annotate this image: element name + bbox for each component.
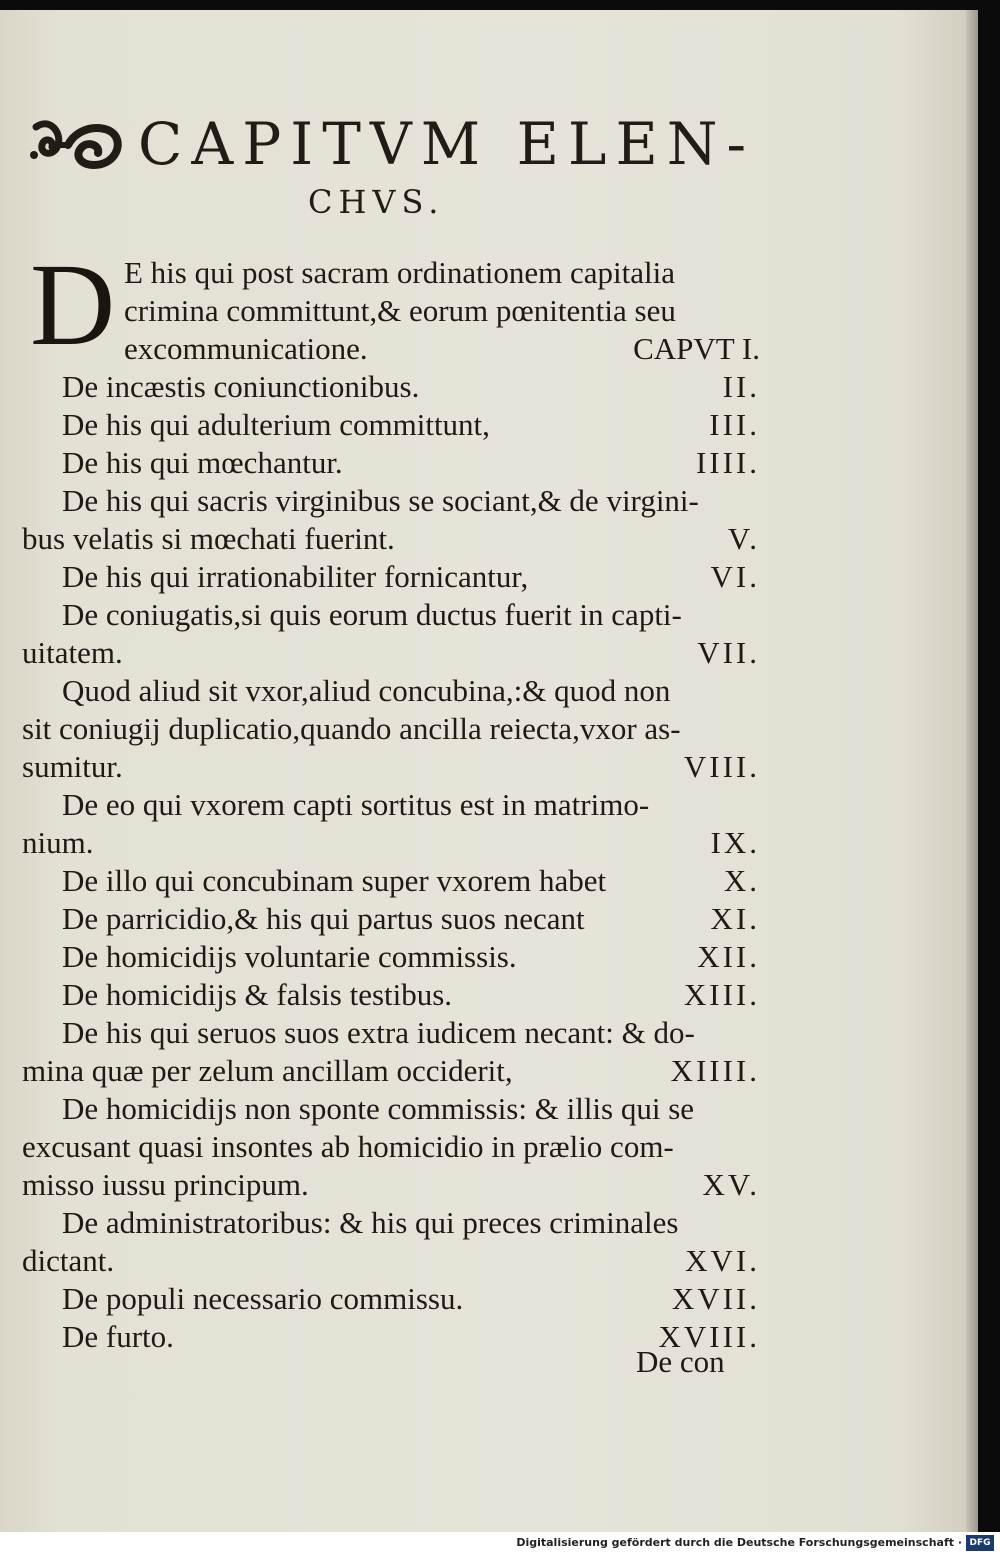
- entry-line-text: mina quæ per zelum ancillam occiderit,: [22, 1053, 513, 1088]
- chapter-numeral: XIII.: [683, 977, 760, 1012]
- entry-line-text: De his qui sacris virginibus se sociant,& de virgini-: [62, 483, 699, 518]
- chapter-numeral: V.: [727, 521, 760, 556]
- page-edge-shadow: [966, 10, 978, 1532]
- chapter-numeral: XVI.: [685, 1243, 760, 1278]
- entry-line-text: misso iussu principum.: [22, 1167, 309, 1202]
- entry-line-text: excommunicatione.: [124, 331, 368, 366]
- entry-line-text: De parricidio,& his qui partus suos necant: [62, 901, 585, 936]
- entry-line-text: De his qui seruos suos extra iudicem necant: & do-: [62, 1015, 695, 1050]
- book-page: [0, 10, 978, 1532]
- digitization-footer: [0, 1532, 1000, 1556]
- entry-line-text: uitatem.: [22, 635, 123, 670]
- chapter-numeral: XI.: [710, 901, 760, 936]
- chapter-numeral: XVII.: [671, 1281, 760, 1316]
- entry-line-text: De populi necessario commissu.: [62, 1281, 464, 1316]
- chapter-numeral: IX.: [710, 825, 760, 860]
- entry-line-text: De furto.: [62, 1319, 174, 1354]
- chapter-numeral: VIII.: [683, 749, 760, 784]
- entry-line-text: De coniugatis,si quis eorum ductus fuerit in capti-: [62, 597, 682, 632]
- entry-line-text: De homicidijs & falsis testibus.: [62, 977, 453, 1012]
- entry-line-text: excusant quasi insontes ab homicidio in prælio com-: [22, 1129, 674, 1164]
- chapter-numeral: XV.: [702, 1167, 760, 1202]
- fleuron-ornament-icon: [28, 115, 124, 173]
- entry-line-text: sit coniugij duplicatio,quando ancilla reiecta,vxor as-: [22, 711, 681, 746]
- entry-line-text: crimina committunt,& eorum pœnitentia seu: [124, 293, 676, 328]
- entry-line-text: De administratoribus: & his qui preces criminales: [62, 1205, 679, 1240]
- entry-line-text: De his qui adulterium committunt,: [62, 407, 490, 442]
- chapter-numeral: XIIII.: [670, 1053, 760, 1088]
- drop-cap-initial: D: [30, 239, 116, 370]
- entry-line-text: De eo qui vxorem capti sortitus est in matrimo-: [62, 787, 650, 822]
- funding-credit: Digitalisierung gefördert durch die Deutsche Forschungsgemeinschaft ·: [516, 1536, 962, 1549]
- chapter-numeral: X.: [723, 863, 760, 898]
- entry-line-text: De his qui irrationabiliter fornicantur,: [62, 559, 529, 594]
- chapter-numeral: XVIII.: [658, 1319, 760, 1354]
- entry-line-text: De illo qui concubinam super vxorem habet: [62, 863, 607, 898]
- heading-title-text: CAPITVM ELEN-: [138, 110, 756, 178]
- chapter-numeral: VII.: [697, 635, 760, 670]
- entry-line-text: De his qui mœchantur.: [62, 445, 343, 480]
- heading-line-1: [28, 106, 768, 182]
- chapter-numeral: CAPVT I.: [633, 331, 760, 366]
- entry-line-text: dictant.: [22, 1243, 115, 1278]
- entry-line-text: bus velatis si mœchati fuerint.: [22, 521, 395, 556]
- entry-line-text: nium.: [22, 825, 94, 860]
- chapter-list-heading: [28, 106, 768, 222]
- heading-line-2: CHVS.: [308, 183, 445, 221]
- chapter-numeral: VI.: [710, 559, 760, 594]
- chapter-numeral: XII.: [697, 939, 760, 974]
- dfg-logo-icon: DFG: [966, 1535, 994, 1551]
- entry-line-text: De incæstis coniunctionibus.: [62, 369, 420, 404]
- entry-line-text: De homicidijs voluntarie commissis.: [62, 939, 517, 974]
- entry-line-text: Quod aliud sit vxor,aliud concubina,:& quod non: [62, 673, 671, 708]
- entry-line-text: sumitur.: [22, 749, 123, 784]
- entry-line-text: De homicidijs non sponte commissis: & illis qui se: [62, 1091, 695, 1126]
- chapter-numeral: IIII.: [695, 445, 760, 480]
- chapter-numeral: III.: [709, 407, 760, 442]
- catchword: De con: [636, 1344, 725, 1379]
- chapter-numeral: II.: [722, 369, 760, 404]
- entry-line-text: E his qui post sacram ordinationem capitalia: [124, 255, 675, 290]
